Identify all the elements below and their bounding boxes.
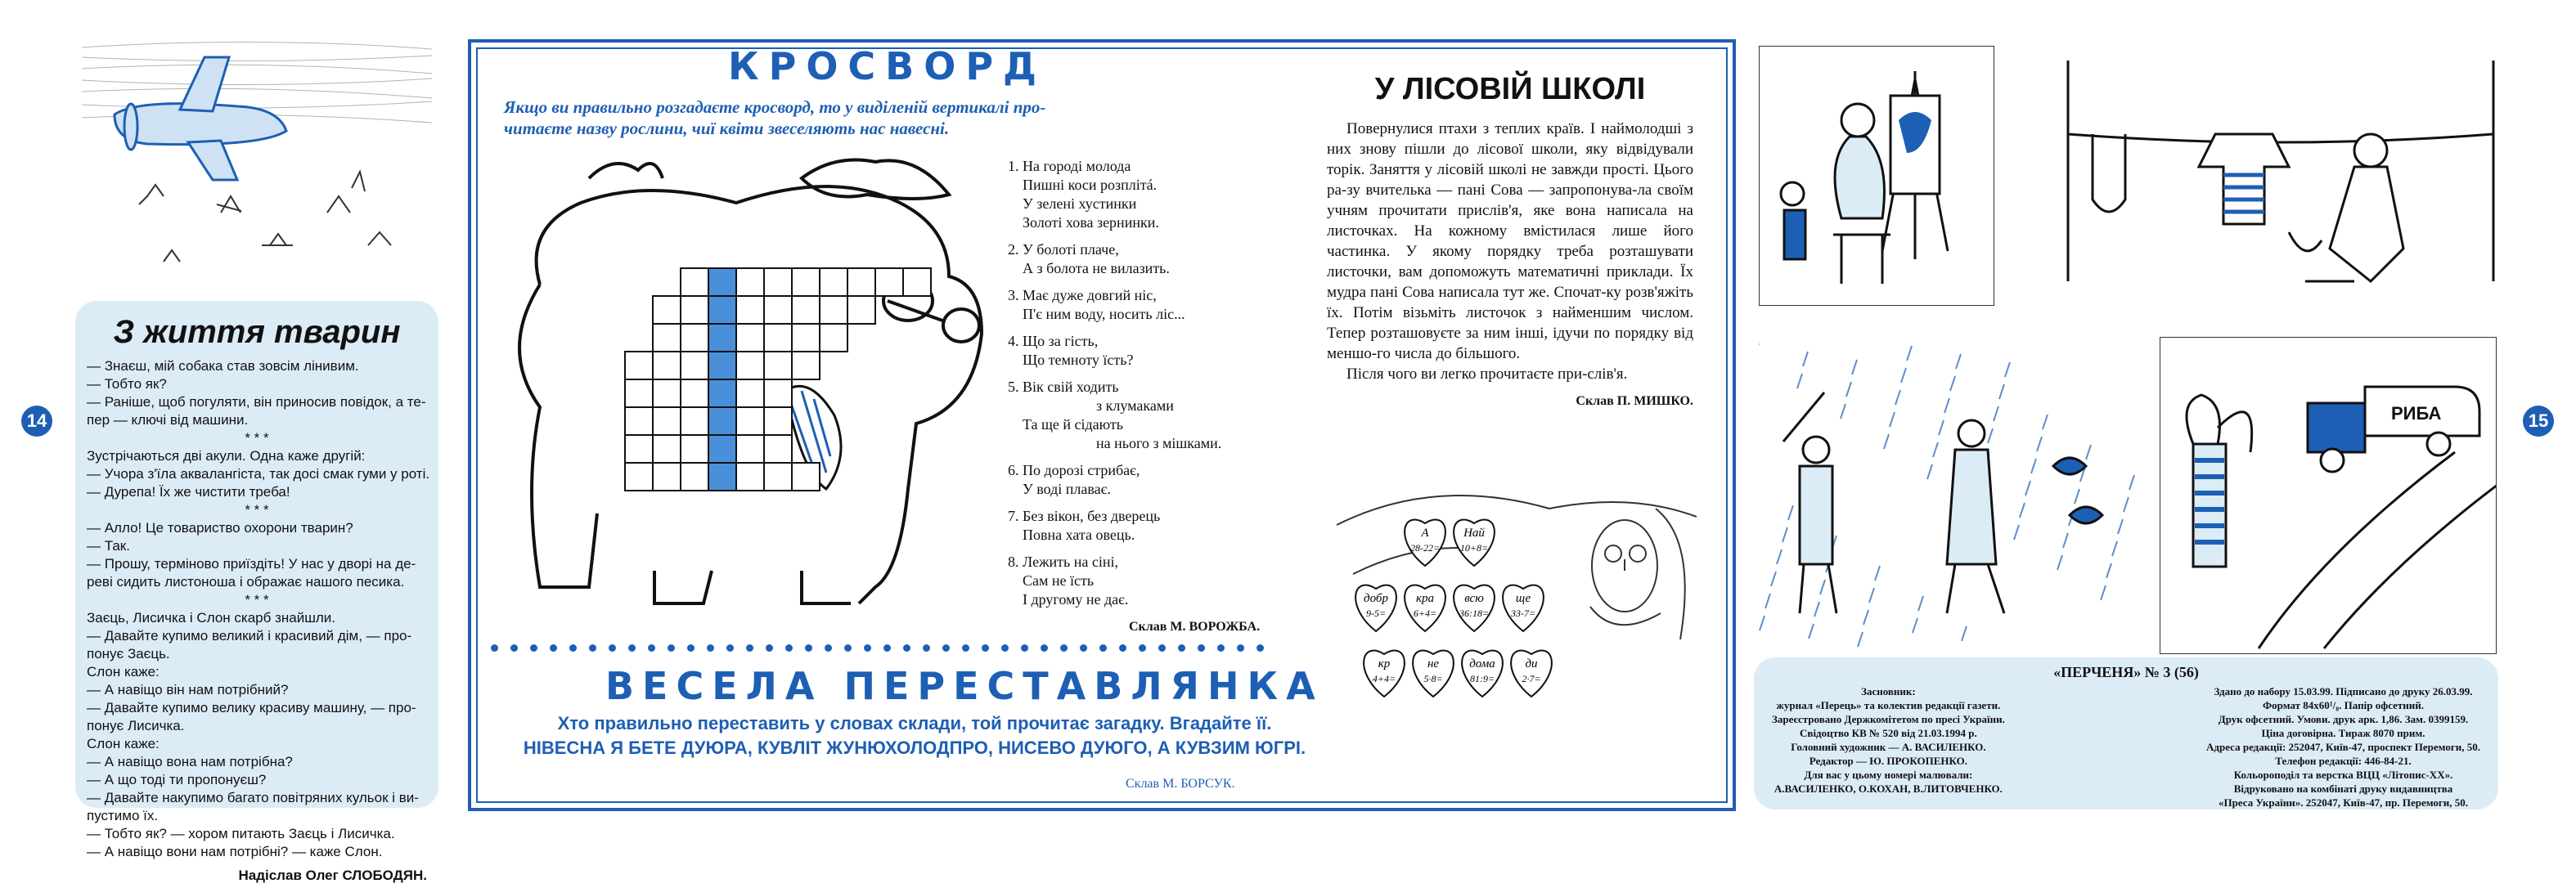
- crossword-cell: [653, 379, 681, 407]
- airplane-birds-cartoon: [82, 41, 432, 291]
- rain-drop: [1814, 602, 1819, 617]
- heart-leaf: [1511, 651, 1552, 697]
- truck-sign: РИБА: [2391, 403, 2442, 424]
- rain-drop: [2101, 585, 2106, 600]
- divider-dot: [1139, 644, 1146, 652]
- crossword-cell: [764, 296, 792, 324]
- divider-dot: [530, 644, 537, 652]
- crossword-cell: [764, 379, 792, 407]
- rain-drop: [1994, 406, 1998, 421]
- rain-drop: [1988, 428, 1993, 443]
- crossword-cell: [903, 268, 931, 296]
- divider-dot: [766, 644, 773, 652]
- divider-dot: [550, 644, 557, 652]
- rain-drop: [1875, 566, 1880, 581]
- crossword-cell: [653, 352, 681, 379]
- dotted-divider: [491, 644, 1264, 652]
- separator-stars: * * *: [245, 502, 269, 518]
- crossword-cell: [708, 352, 736, 379]
- rain-drop: [2075, 489, 2079, 504]
- rain-drop: [2106, 563, 2111, 578]
- crossword-cell: [792, 296, 820, 324]
- rain-drop: [1765, 594, 1770, 608]
- crossword-cell: [708, 435, 736, 463]
- crossword-title: КРОСВОРД: [728, 44, 1047, 88]
- elephant-crossword-illustration: [491, 146, 1014, 620]
- clue-6: 6. По дорозі стрибає, У воді плаває.: [1008, 462, 1140, 497]
- anagram-signature: Склав М. БОРСУК.: [1126, 777, 1235, 791]
- rain-drop: [1918, 596, 1923, 611]
- crossword-cell: [736, 435, 764, 463]
- divider-dot: [510, 644, 518, 652]
- rain-drop: [2129, 475, 2134, 490]
- divider-dot: [1217, 644, 1225, 652]
- crossword-cell: [736, 379, 764, 407]
- heart-word: ще: [1515, 592, 1531, 605]
- joke-dog: — Знаєш, мій собака став зовсім лінивим. — Тобто як? — Раніше, щоб погуляти, він приносив повідок, а те- пер — ключі від машини.: [87, 358, 426, 428]
- rain-drop: [1913, 618, 1917, 633]
- rain-drop: [1950, 376, 1955, 391]
- crossword-cell: [708, 379, 736, 407]
- divider-dot: [491, 644, 498, 652]
- crossword-cell: [764, 352, 792, 379]
- crossword-cell: [681, 352, 708, 379]
- rain-drop: [1841, 404, 1845, 419]
- divider-dot: [1021, 644, 1028, 652]
- divider-dot: [1257, 644, 1264, 652]
- divider-dot: [1060, 644, 1068, 652]
- crossword-cell: [681, 324, 708, 352]
- crossword-cell: [708, 268, 736, 296]
- crossword-cell: [736, 324, 764, 352]
- rain-drop: [1760, 616, 1765, 630]
- heart-word: кра: [1415, 592, 1435, 605]
- heart-leaf: [1413, 651, 1454, 697]
- rain-drop: [1858, 632, 1863, 647]
- crossword-cell: [625, 379, 653, 407]
- heart-expression: 10+8=: [1459, 542, 1489, 554]
- rain-drop: [1999, 384, 2004, 399]
- crossword-cell: [681, 296, 708, 324]
- hunter-rain-cartoon: [1759, 343, 2148, 662]
- story-paragraph-2: Після чого ви легко прочитаєте при-слів'я.: [1346, 366, 1628, 383]
- rain-drop: [1820, 580, 1825, 594]
- heart-expression: 28-22=: [1409, 542, 1441, 554]
- owl-hearts-illustration: [1337, 476, 1697, 762]
- rain-drop: [2057, 555, 2062, 570]
- divider-dot: [805, 644, 812, 652]
- rain-drop: [2086, 445, 2091, 460]
- heart-leaf: [1405, 585, 1445, 631]
- heart-expression: 33-7=: [1510, 608, 1536, 619]
- divider-dot: [825, 644, 832, 652]
- divider-dot: [785, 644, 793, 652]
- rain-drop: [1788, 505, 1793, 520]
- divider-dot: [844, 644, 852, 652]
- crossword-cell: [764, 407, 792, 435]
- rain-drop: [2043, 415, 2048, 429]
- divider-dot: [668, 644, 675, 652]
- crossword-cell: [736, 463, 764, 491]
- crossword-cell: [653, 435, 681, 463]
- crossword-cell: [708, 463, 736, 491]
- rain-drop: [1927, 464, 1932, 479]
- divider-dot: [883, 644, 891, 652]
- rain-drop: [1944, 398, 1949, 413]
- divider-dot: [864, 644, 871, 652]
- rain-drop: [2020, 503, 2025, 518]
- divider-dot: [982, 644, 989, 652]
- crossword-cell: [764, 268, 792, 296]
- rain-drop: [2031, 459, 2036, 473]
- rain-drop: [2112, 541, 2117, 556]
- divider-dot: [1099, 644, 1107, 652]
- rain-drop: [2118, 519, 2123, 534]
- crossword-cell: [681, 463, 708, 491]
- clue-3: 3. Має дуже довгий ніс, П'є ним воду, носить ліс...: [1008, 287, 1185, 322]
- crossword-intro: Якщо ви правильно розгадаєте кросворд, то у виділеній вертикалі про- читаєте назву рослини, чиї квіти звеселяють нас навесні.: [504, 97, 1046, 138]
- rain-drop: [2037, 437, 2042, 451]
- clue-1: 1. На городі молода Пишні коси розплітá. У зеленi хустинки Золоті хова зернинки.: [1008, 158, 1159, 231]
- rain-drop: [1869, 588, 1874, 603]
- crossword-cell: [736, 352, 764, 379]
- crossword-cell: [653, 296, 681, 324]
- crossword-cell: [875, 268, 903, 296]
- imprint-printing-details: Здано до набору 15.03.99. Підписано до друку 26.03.99. Формат 84x60¹/₈. Папір офсетний. Друк офсетний. Умови. друк арк. 1,86. Зам. 0399159. Ціна договірна. Тираж 8070 прим. Адреса редакції: 252047, Київ-47, проспект Перемоги, 50. Телефон редакції: 446-84-21. Кольороподіл та верстка ВЦЦ «Літопис-XX». Відруковано на комбінаті друку видавництва «Преса України». 252047, Київ-47, пр. Перемоги, 50.: [2206, 685, 2480, 809]
- crossword-cell: [736, 407, 764, 435]
- heart-expression: 2·7=: [1522, 673, 1541, 684]
- painter-cartoon: [1759, 46, 1994, 306]
- heart-leaf: [1454, 585, 1495, 631]
- crossword-cell: [792, 463, 820, 491]
- divider-dot: [1119, 644, 1126, 652]
- animal-jokes-panel: [75, 301, 438, 883]
- imprint-founder: Засновник: журнал «Перець» та колектив редакції газети. Зареєстровано Держкомітетом по пресі України. Свідоцтво КВ № 520 від 21.03.1994 р. Головний художник — А. ВАСИЛЕНКО. Редактор — Ю. ПРОКОПЕНКО. Для вас у цьому номері малювали: А.ВАСИЛЕНКО, О.КОХАН, В.ЛИТОВЧЕНКО.: [1772, 685, 2005, 795]
- crossword-clues: [1008, 157, 1278, 609]
- crossword-cell: [736, 268, 764, 296]
- animal-jokes-title: З життя тварин: [113, 314, 401, 350]
- rain-drop: [1797, 374, 1802, 388]
- clue-5: 5. Вік свій ходить з клумаками Та ще й сідають на нього з мішками.: [1008, 379, 1222, 451]
- rain-drop: [1863, 610, 1868, 625]
- heart-word: А: [1421, 527, 1429, 540]
- divider-dot: [589, 644, 596, 652]
- divider-dot: [962, 644, 969, 652]
- rain-drop: [2063, 533, 2068, 548]
- crossword-cell: [625, 352, 653, 379]
- divider-dot: [903, 644, 910, 652]
- crossword-cell: [681, 379, 708, 407]
- crossword-cell: [625, 435, 653, 463]
- crossword-cell: [653, 324, 681, 352]
- divider-dot: [1041, 644, 1048, 652]
- crossword-cell: [764, 463, 792, 491]
- crossword-cell: [792, 268, 820, 296]
- rain-drop: [1771, 572, 1776, 586]
- crossword-cell: [653, 463, 681, 491]
- heart-word: всю: [1464, 592, 1484, 605]
- crossword-cell: [653, 407, 681, 435]
- forest-school-story: [1327, 72, 1693, 409]
- heart-expression: 5·8=: [1423, 673, 1443, 684]
- heart-word: кр: [1378, 657, 1391, 670]
- crossword-cell: [847, 268, 875, 296]
- heart-leaf: [1364, 651, 1405, 697]
- divider-dot: [746, 644, 753, 652]
- page-number-right: 15: [2523, 406, 2554, 437]
- divider-dot: [1158, 644, 1166, 652]
- story-title: У ЛІСОВІЙ ШКОЛІ: [1374, 72, 1646, 106]
- divider-dot: [942, 644, 950, 652]
- rain-drop: [1890, 412, 1895, 427]
- crossword-cell: [820, 268, 847, 296]
- heart-word: добр: [1364, 592, 1388, 605]
- story-signature: Склав П. МИШКО.: [1576, 394, 1693, 408]
- divider-dot: [726, 644, 734, 652]
- divider-dot: [1080, 644, 1087, 652]
- crossword-cell: [764, 435, 792, 463]
- crossword-cell: [764, 324, 792, 352]
- clue-4: 4. Що за гість, Що темноту їсть?: [1008, 333, 1134, 368]
- heart-expression: 36:18=: [1459, 608, 1490, 619]
- rain-drop: [2005, 362, 2010, 377]
- heart-leaf: [1454, 520, 1495, 566]
- rain-drop: [1852, 360, 1857, 374]
- crossword-cell: [681, 268, 708, 296]
- anagram-text: Хто правильно переставить у словах склади, той прочитає загадку. Вгадайте її. НІВЕСНА Я БЕТЕ ДУЮРА, КУВЛІТ ЖУНЮХОЛОДПРО, НИСЕВО ДУЮГО, А КУВЗИМ ЮГРІ.: [523, 713, 1306, 758]
- rain-drop: [1939, 420, 1944, 435]
- clue-8: 8. Лежить на сіні, Сам не їсть І другому не дає.: [1008, 554, 1129, 608]
- story-paragraph-1: Повернулися птахи з теплих країв. І наймолодші з них знову пішли до лісової школи, яку відвідували торік. Заняття у лісовій школі не завжди прості. Цього ра-зу вчителька — пані Сова — запропонува-ла своїм учням прочитати прислів'я, яке вона написала на листочках. На кожному вмістилася лише його частинка. У якому порядку треба розташувати листочки, вам допоможуть математичні приклади. Їх мудра пані Сова написала тут же. Спочат-ку розв'яжіть їх. Потім візьміть листочок з найменшим числом. Тепер розташовуєте за ним інші, ідучи по порядку від меншо-го числа до більшого.: [1327, 120, 1693, 362]
- rain-drop: [1783, 527, 1787, 542]
- imprint-panel: [1754, 657, 2498, 810]
- divider-dot: [923, 644, 930, 652]
- crossword-cell: [820, 324, 847, 352]
- separator-stars: * * *: [245, 430, 269, 446]
- rain-drop: [1895, 390, 1900, 405]
- rain-drop: [2014, 525, 2019, 540]
- divider-dot: [1198, 644, 1205, 652]
- rain-drop: [1933, 442, 1938, 457]
- crossword-cell: [708, 296, 736, 324]
- crossword-cell: [792, 324, 820, 352]
- crossword-cell: [847, 296, 875, 324]
- anagram-title: ВЕСЕЛА ПЕРЕСТАВЛЯНКА: [605, 664, 1324, 708]
- heart-word: ди: [1525, 657, 1538, 670]
- divider-dot: [707, 644, 714, 652]
- heart-leaf: [1355, 585, 1396, 631]
- joke-treasure: Заєць, Лисичка і Слон скарб знайшли. — Давайте купимо великий і красивий дім, — про- понує Заєць. Слон каже: — А навіщо він нам потрібний? — Давайте купимо велику красиву машину, — про- понує Лисичка. Слон каже: — А навіщо вона нам потрібна? — А що тоді ти пропонуєш? — Давайте накупимо багато повітряних кульок і ви- пустимо їх. — Тобто як? — хором питають Заєць і Лисичка. — А навіщо вони нам потрібні? — каже Слон.: [87, 610, 419, 859]
- crossword-cell: [708, 407, 736, 435]
- rain-drop: [1884, 434, 1889, 449]
- rain-drop: [2025, 481, 2030, 496]
- cat-fish-truck-cartoon: [2160, 337, 2497, 654]
- rain-drop: [1901, 368, 1906, 383]
- crossword-cell: [625, 463, 653, 491]
- crossword-cell: [708, 324, 736, 352]
- crossword-cell: [681, 435, 708, 463]
- divider-dot: [569, 644, 577, 652]
- heart-leaf: [1405, 520, 1445, 566]
- divider-dot: [687, 644, 695, 652]
- divider-dot: [1178, 644, 1185, 652]
- heart-leaf: [1503, 585, 1544, 631]
- heart-word: дома: [1469, 657, 1495, 670]
- crossword-cell: [820, 296, 847, 324]
- divider-dot: [628, 644, 636, 652]
- divider-dot: [609, 644, 616, 652]
- heart-expression: 9-5=: [1365, 608, 1387, 619]
- page-number-left: 14: [21, 406, 52, 437]
- joke-sharks: Зустрічаються дві акули. Одна каже другій: — Учора з'їла аквалангіста, так досі смак гуми у роті. — Дурепа! Їх же чистити треба!: [87, 448, 430, 500]
- clue-7: 7. Без вікон, без дверець Повна хата овець.: [1008, 508, 1161, 543]
- crossword-cell: [625, 407, 653, 435]
- rain-drop: [1777, 549, 1782, 564]
- animal-jokes-signature: Надіслав Олег СЛОБОДЯН.: [238, 868, 427, 883]
- heart-word: Най: [1463, 527, 1485, 540]
- imprint-heading: «ПЕРЧЕНЯ» № 3 (56): [2053, 664, 2199, 680]
- rain-drop: [1907, 346, 1912, 361]
- joke-animal-protection: — Алло! Це товариство охорони тварин? — Так. — Прошу, терміново приїздіть! У нас у дворі на де- реві сидить листоноша і ображає нашого песика.: [87, 520, 416, 590]
- divider-dot: [1001, 644, 1009, 652]
- heart-word: не: [1427, 657, 1440, 670]
- heart-expression: 81:9=: [1469, 673, 1495, 684]
- rain-drop: [2124, 497, 2129, 512]
- heart-expression: 4+4=: [1372, 673, 1396, 684]
- crossword-cell: [792, 352, 820, 379]
- rain-drop: [1846, 382, 1851, 397]
- divider-dot: [648, 644, 655, 652]
- rain-drop: [1956, 354, 1961, 369]
- crossword-cell: [681, 407, 708, 435]
- clothesline-cartoon: [2060, 36, 2502, 316]
- crossword-signature: Склав М. ВОРОЖБА.: [1129, 620, 1261, 634]
- crossword-cell: [736, 296, 764, 324]
- separator-stars: * * *: [245, 592, 269, 608]
- divider-dot: [1237, 644, 1244, 652]
- rain-drop: [1962, 626, 1967, 641]
- clue-2: 2. У болоті плаче, А з болота не вилазить.: [1008, 241, 1170, 276]
- rain-drop: [1809, 624, 1814, 639]
- heart-leaf: [1462, 651, 1503, 697]
- heart-expression: 6+4=: [1413, 608, 1437, 619]
- rain-drop: [1803, 352, 1808, 366]
